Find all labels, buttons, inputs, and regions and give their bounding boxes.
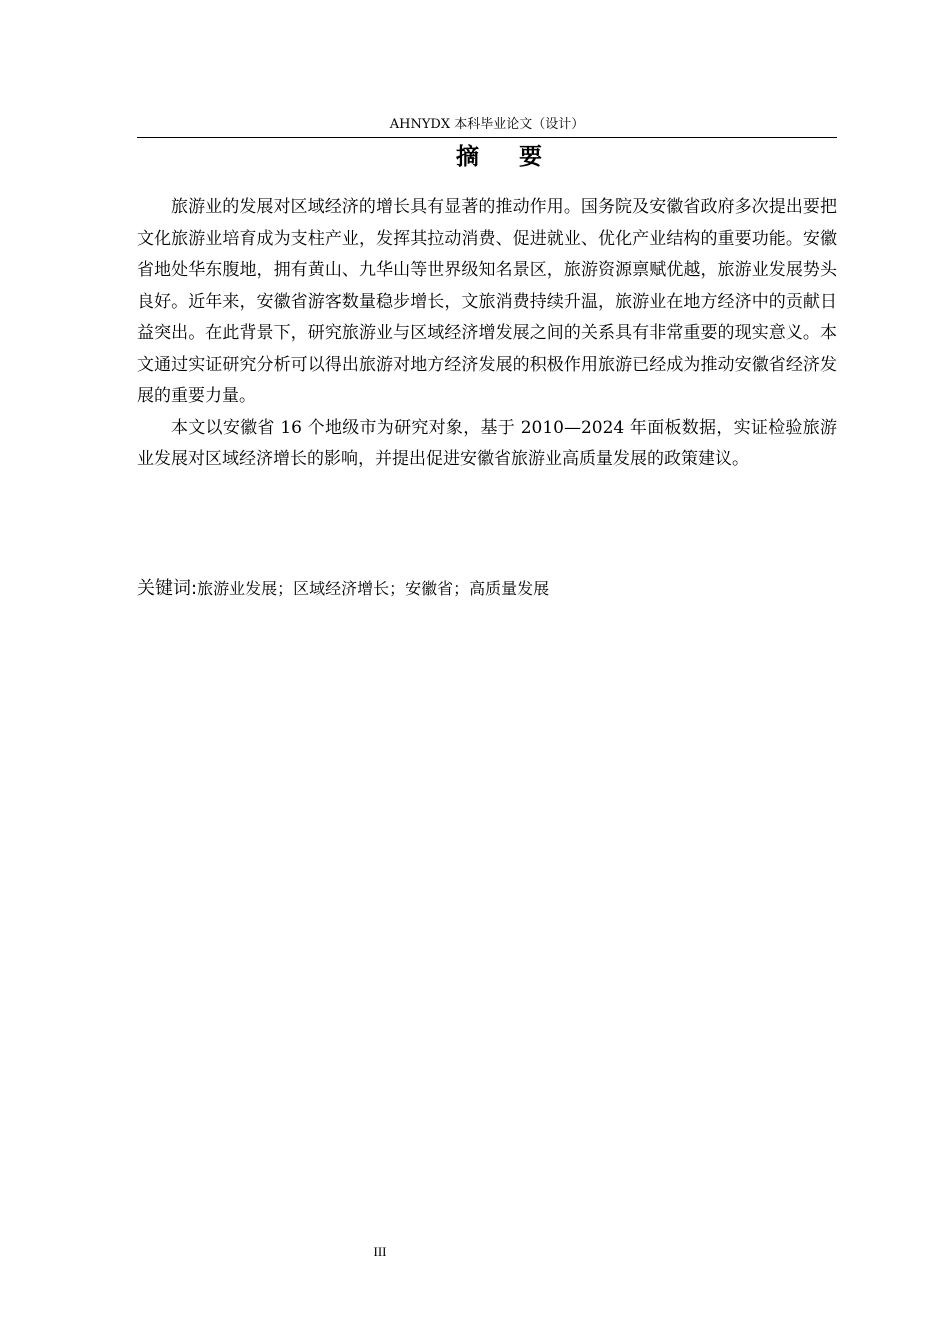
abstract-title: 摘 要: [455, 144, 558, 170]
running-header: AHNYDX 本科毕业论文（设计）: [389, 117, 585, 132]
keywords-line: [137, 574, 837, 604]
abstract-paragraph-2: 本文以安徽省 16 个地级市为研究对象，基于 2010—2024 年面板数据，实证检验旅游业发展对区域经济增长的影响，并提出促进安徽省旅游业高质量发展的政策建议。: [137, 417, 837, 469]
abstract-body: [137, 192, 837, 476]
keywords-label: 关键词:: [137, 578, 198, 599]
header-rule: [137, 137, 837, 138]
keywords-value: 旅游业发展；区域经济增长；安徽省；高质量发展: [197, 579, 550, 598]
page-number: III: [373, 1244, 387, 1259]
abstract-paragraph-1: 旅游业的发展对区域经济的增长具有显著的推动作用。国务院及安徽省政府多次提出要把文化旅游业培育成为支柱产业，发挥其拉动消费、促进就业、优化产业结构的重要功能。安徽省地处华东腹地，拥有黄山、九华山等世界级知名景区，旅游资源禀赋优越，旅游业发展势头良好。近年来，安徽省游客数量稳步增长，文旅消费持续升温，旅游业在地方经济中的贡献日益突出。在此背景下，研究旅游业与区域经济增发展之间的关系具有非常重要的现实意义。本文通过实证研究分析可以得出旅游对地方经济发展的积极作用旅游已经成为推动安徽省经济发展的重要力量。: [137, 197, 837, 406]
